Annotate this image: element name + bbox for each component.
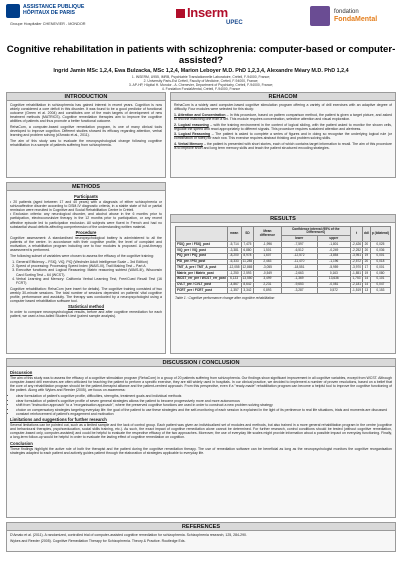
table-cell: 0,036 [370,247,390,253]
table-cell: 0,153 [370,288,390,294]
discussion-section [6,358,396,518]
table-cell: 0,572 [317,288,350,294]
table-cell: 3,499 [254,276,281,282]
column-subheader: lower [281,236,317,242]
table-cell: -2,181 [351,282,362,287]
table-cell: 6,133 [227,276,241,282]
aphp-line1: ASSISTANCE PUBLIQUE [23,4,85,10]
fonda-line1: fondation [334,9,359,15]
table-cell: -1,851 [351,270,362,275]
table-cell: 14 [363,282,371,288]
table-cell: 3,342 [241,288,254,294]
row-label: PSI_pre / PSI_post [176,259,228,265]
table-cell: 20 [363,259,371,265]
table-cell: 20 [363,242,371,248]
participants-heading: Participants [74,194,98,199]
table-cell: -18,551 [281,265,317,271]
table-cell: -2,572 [351,259,362,264]
column-header [176,227,228,242]
table-cell: -1,196 [317,259,350,265]
column-header: SD [241,227,254,242]
training-text: Cognitive rehabilitation: RehaCom (see insert for details). The cognitive training consisted of two weekly 30-minute sessions. The total number of sessions depended on patients' vital cognitive profile, performance and assiduity. The therapy was conducted by a neuropsychologist using a computer based rehabilitation software tool. [10,286,162,304]
table-cell: 2,463 [254,259,281,265]
discussion-bullet: • constant reinforcement of patient's engagement and motivation [16,412,392,416]
column-header: Confidence interval (95% of the Differences) [281,227,350,236]
table-cell: 0,001 [370,265,390,271]
table-cell: 0,047 [370,282,390,288]
table-cell: -7,597 [281,242,317,248]
inserm-tile-icon [176,9,185,18]
results-section [170,214,396,354]
table-cell: 0,893 [254,288,281,294]
table-header-row [176,227,391,236]
table-caption: Table 1 : Cognitive performance change after cognitive rehabilitation [175,295,275,300]
fondamental-logo [310,6,398,38]
limitations-subheading: Limitations and suggestions for further research [10,417,107,423]
row-label: TMT_A_pre / TMT_A_post [176,265,228,271]
methods-section [6,182,166,354]
table-cell: 1,753 [350,276,362,282]
table-cell: 0,101 [370,276,390,282]
stats-heading: Statistical method [67,304,105,310]
fonda-line2: FondaMental [334,16,378,23]
table-cell: 1,501 [254,247,281,253]
logo-row [0,0,402,42]
table-cell: -12,572 [281,253,317,259]
table-cell: -11,470 [281,259,317,265]
affiliations [6,75,396,91]
table-cell: -3,055 [254,265,281,271]
column-header: ddl [363,227,371,242]
row-label: Matrix_pre / Matrix_post [176,271,228,277]
inserm-text: Inserm [187,5,228,20]
test-item: 1. General Efficiency – FSIQ, VIQ, PIQ (Wechsler Adult Intelligence Scale – 3rd Edition) [16,260,162,264]
table-cell: 13,636 [317,276,350,282]
rehacom-module-1: 1. Attention and Concentration – In this procedure, based on pattern comparison method, the patient is given a target picture, and asked to find the matching one from a set. This module requires concentration, selective attention and visual exploration. [174,112,392,121]
discussion-bullets [16,394,392,416]
table-cell: -3,854 [317,253,350,259]
table-cell: -0,249 [317,247,350,253]
poster-title: Cognitive rehabilitation in patients with schizophrenia: computer-based or computer-assisted? [6,44,396,66]
table-cell: -5,959 [317,265,350,271]
rehacom-module-4: 4. Verbal Memory – the patient is presented with short stories, each of which contains target information to recall. The aim of this procedure is to improve short and long term memory skills and teach the patient structured encoding strategies. [174,142,393,151]
affiliation-3: 3. AP-HP, Hôpital H. Mondor - A. Chenevier, Department of Psychiatry, Créteil, F-94000, France; [128,83,274,87]
reference-item: D'Amato et al. (2011). A randomized, controlled trial of computer-assisted cognitive remediation for schizophrenia. Schizophrenia research, 125, 284-290. [10,533,247,537]
row-label: CVLT_pre / CVLT_post [176,282,228,288]
results-table [175,226,391,294]
table-cell: -12,055 [228,264,240,269]
aphp-logo [6,4,92,38]
test-item: 2. Speed of processing: Processing Speed Index (WAIS-III), Trail Making Test – Part A [16,264,162,268]
table-cell: -1,801 [317,242,350,248]
row-label: VIQ_pre / VIQ_post [176,247,228,253]
results-table-body [176,242,391,294]
table-cell: 8,642 [241,282,254,288]
table-cell: 0,018 [370,259,390,265]
title-band [6,44,396,90]
inserm-logo [176,5,228,20]
table-cell: 0,080 [370,271,390,277]
table-cell: 7,475 [241,242,254,248]
methods-heading: METHODS [7,183,165,191]
table-cell: -1,996 [254,242,281,248]
table-cell: 13 [363,288,371,294]
table-cell: 0,163 [317,271,350,277]
discussion-subheading: Discussion [10,370,33,375]
discussion-heading: DISCUSSION / CONCLUSION [7,359,395,367]
table-cell: -2,252 [351,247,362,252]
procedure-text: Cognitive assessment: A standardised neuropsychological battery is administered to all the patients of the centre. In accordance with their cognitive profile, the level of complaint and motivation, a rehabilitation program including one to four modules is proposed. A post-therapy assessment is performed. [10,235,162,253]
table-cell: -6,333 [227,259,241,265]
table-cell: -5,714 [227,242,241,248]
column-header: p (bilateral) [370,227,390,242]
intro-paragraph: Cognitive rehabilitation in schizophrenia has gained interest in recent years. Cognition is now widely considered a core deficit in this disorder. It was found to be a good predictor of functional outcome (Green et al. 2004) and constitutes one of the main targets of development of new treatment methods (MATRICS). Cognitive remediation therapies aim to improve the cognitive abilities of patients and thus promote a better functional outcome. [10,103,162,124]
table-cell: -6,512 [281,247,317,253]
conclusion-paragraph: These findings highlight the active role of both the therapist and the patient during the cognitive remediation therapy. The use of remediation software can be beneficial as long as the neuropsychologist monitors the cognitive reorganisation strategies adapted to each patient and actively guides patient through the elaboration of strategies applicable to everyday life. [10,446,392,455]
table-cell: 8,978 [241,253,254,259]
rehacom-intro: RehaCom is a widely used computer-based cognitive stimulation program offering a variety of drill exercises with an adaptive degree of difficulty. Four modules were selected for this study: [174,103,392,112]
references-heading: REFERENCES [7,523,395,531]
row-label: FCRT_pre / FCRT_post [176,288,228,294]
affiliation-4: 4. Fondation FondaMental, Créteil, F-94000, France [161,87,241,91]
table-cell: -8,200 [227,253,241,259]
test-item: 4. Verbal Learning and Memory: California Verbal Learning Test, Free/Cued Recall Test (16 FCRT) [16,277,162,285]
rehacom-heading: REHACOM [171,93,395,101]
table-cell: -9,653 [281,282,317,288]
aphp-mark-icon [6,4,20,18]
table-cell: 2,593 [241,271,254,277]
column-header: t [350,227,362,242]
rehacom-section [170,92,396,178]
table-cell: 6,880 [241,247,254,253]
rehacom-module-3: 3. Logical Reasoning – The patient is asked to complete a series of figures and in doing so recognise the underlying logical rule (or combination of rules) for each row. This exercise requires abstract thinking and problem solving skills. [174,132,392,141]
results-heading: RESULTS [171,215,395,223]
table-cell: 19 [363,271,371,277]
table-cell: -0,549 [254,271,281,277]
discussion-bullet: • shift from "instruction approach" to a "reorganisation approach", where the preserved cognitive functions are used in order to construct a new problem solving strategy [16,403,392,407]
intro-paragraph: RehaCom, a computer-based cognitive remediation program, is one of many clinical tools developed to improve cognition. Different studies showed its efficacy regarding attention, verbal learning and problem solving (d'Amato et al., 2011). [10,125,162,138]
test-list [16,260,162,286]
limitations-paragraph: Several limitations can be pointed out, such as a limited sample and the lack of control group. Each patient was given an individualized set of modules and methods, but also trained in a more general rehabilitation program in the centre (cognitive and behavioural therapies, psychoeducation, social skills training, etc.). As such, the exact impact of cognitive remediation alone cannot be determined. For further research, control conditions should be tested (without cognitive remediation, computer-based only, computer-assisted) and could be helpful to evaluate the respective efficacy of the two approaches. Moreover, the use of everyday life scales might provide information about a possible impact on everyday functioning. Finally, a long-term follow-up would be helpful in order to evaluate the lasting effect of cognitive remediation on cognition. [10,423,392,440]
table-cell: -1,250 [227,271,241,277]
row-label: FSIQ_pre / FSIQ_post [176,242,228,248]
table-cell: -1,357 [227,288,241,294]
column-header: Mean difference [254,227,281,242]
aphp-group: Groupe Hospitalier CHENEVIER - MONDOR [10,22,86,26]
conclusion-subheading: Conclusion [10,440,33,446]
reference-item: Wykes and Reeder (2005). Cognitive Remediation Therapy for Schizophrenia. Theory & Practice. Routledge Eds. [10,538,186,543]
table-cell: 0,025 [370,242,390,248]
row-label: PIQ_pre / PIQ_post [176,253,228,259]
table-cell: -2,663 [281,271,317,277]
introduction-heading: INTRODUCTION [7,93,165,101]
discussion-bullet: • choice on compensatory strategies targeting everyday life: the goal of the patient to use these strategies and the self-monitoring of each session is explained in the light of its pertinence to real life situations, trials and moments are discussed [16,408,392,412]
affiliation-2: 2. University Paris-Est Créteil, Faculty of Medicine, Créteil, F-94000, France; [143,79,259,83]
participants-text: • 20 patients (aged between 17 and 40 years) with a diagnosis of either schizophrenia or schizoaffective disorder according to DSM-IV diagnostic criteria, in a stable state of full or partial remission were recruited in Cognitive and Social Rehabilitation Centre in Créteil. • Exclusion criteria: any neurological disorder, and alcohol abuse in the 6 months prior to participation, electroconvulsive therapy in the 12 months prior to participation, or any recent affective episode led to participation exclusion. All subjects were fluent in French and had no substantial visual deficits affecting comprehension of the understanding written material. [10,200,162,229]
table-cell: -3,381 [227,247,241,253]
table-cell: 19 [363,253,371,259]
fondamental-mark-icon [310,6,330,26]
procedure-heading: Procedure [75,229,97,235]
aphp-line2: HÔPITAUX DE PARIS [23,10,75,16]
table-cell: 12,865 [242,264,253,269]
tests-intro: The following subset of variables were chosen to assess the efficacy of the cognitive training: [10,253,154,258]
author-list: Ingrid Jamin MSc 1,2,4, Ewa Bulzacka, MSc 1,2,4, Marion Leboyer M.D. PhD 1,2,3,4, Alexandre Méary M.D. PhD 1,2,4 [53,68,349,74]
table-cell: 14 [363,276,371,282]
rehacom-module-2: 2. Logical reasoning – with the training environment in the context of logical sliding, with the patient asked to monitor the shown cells, regulate the speed and react appropriately to different signals. This procedure requires sustained attention and alertness. [174,122,393,131]
table-cell: -4,867 [227,282,241,288]
column-subheader: upper [317,236,350,242]
table-cell: 17 [363,265,371,271]
table-cell: -1,519 [351,288,362,292]
table-cell: 2,231 [254,282,281,288]
table-cell: -3,287 [281,288,317,294]
intro-paragraph: The aim of this study was to evaluate the neuropsychological change following cognitive rehabilitation in a sample of patients suffering from schizophrenia. [10,138,162,148]
table-cell: 11,285 [242,259,253,264]
table-row [176,288,391,294]
affiliation-1: 1. INSERM, U955, IMRB, Psychiatrie Translationnelle Laboratoire, Créteil, F-94000, France; [131,75,271,79]
row-label: WCST_err_pre / WCST_err_post [177,276,226,281]
stats-text: In order to compare neuropsychological results, before and after cognitive remediation for each patient, we used a two-tailed Student t-test (paired sample analysis). [10,310,162,319]
table-cell: -2,426 [351,241,362,246]
test-item: 3. Executive functions and Logical Reasoning: Matrix reasoning subtest (WAIS-III), Wisconsin Card Sorting Test – 64 (WCST). [16,268,162,276]
table-cell: 0,001 [370,253,390,259]
table-cell: -3,951 [351,253,362,258]
upec-logo: UPEC [226,20,243,26]
discussion-bullet: • clear formulation of patient's cognitive profile, difficulties, strengths, treatment goals and individual methods [16,394,392,398]
table-cell: -1,369 [281,276,317,282]
table-cell: 13,550 [242,276,253,281]
table-cell: 20 [363,247,371,253]
column-header: mean [227,227,241,242]
introduction-section [6,92,166,178]
table-cell: 1,607 [254,253,281,259]
references-section [6,522,396,552]
discussion-bullet: • clear formulation of patient's cognitive profile of seven general strategies allows the patient to become progressively more and more autonomous [16,399,392,403]
table-cell: -3,970 [351,264,362,269]
discussion-paragraph: The aim of this study was to assess the efficacy of a cognitive stimulation program (RehaCom) in a group of 20 patients suffering from schizophrenia. Our findings show significant improvement in all cognitive variables, except from WCST. Although computer-based drill exercises are often criticized for teaching the patient to perform a specific exercise, they are still widely used in hospitals. In our clinical practice, we decided to implement a number of proven resolutions, based on a belief that the core of any rehabilitation program should be the patient-therapist alliance and the patient-centred approach. From this perspective, even if a "ready-made" rehabilitation program can become a helpful tool to improve the cognitive functioning of the patient. Along with Wykes and Reeder (2005), we focus on awareness: [10,376,392,393]
table-cell: -0,081 [317,282,350,288]
